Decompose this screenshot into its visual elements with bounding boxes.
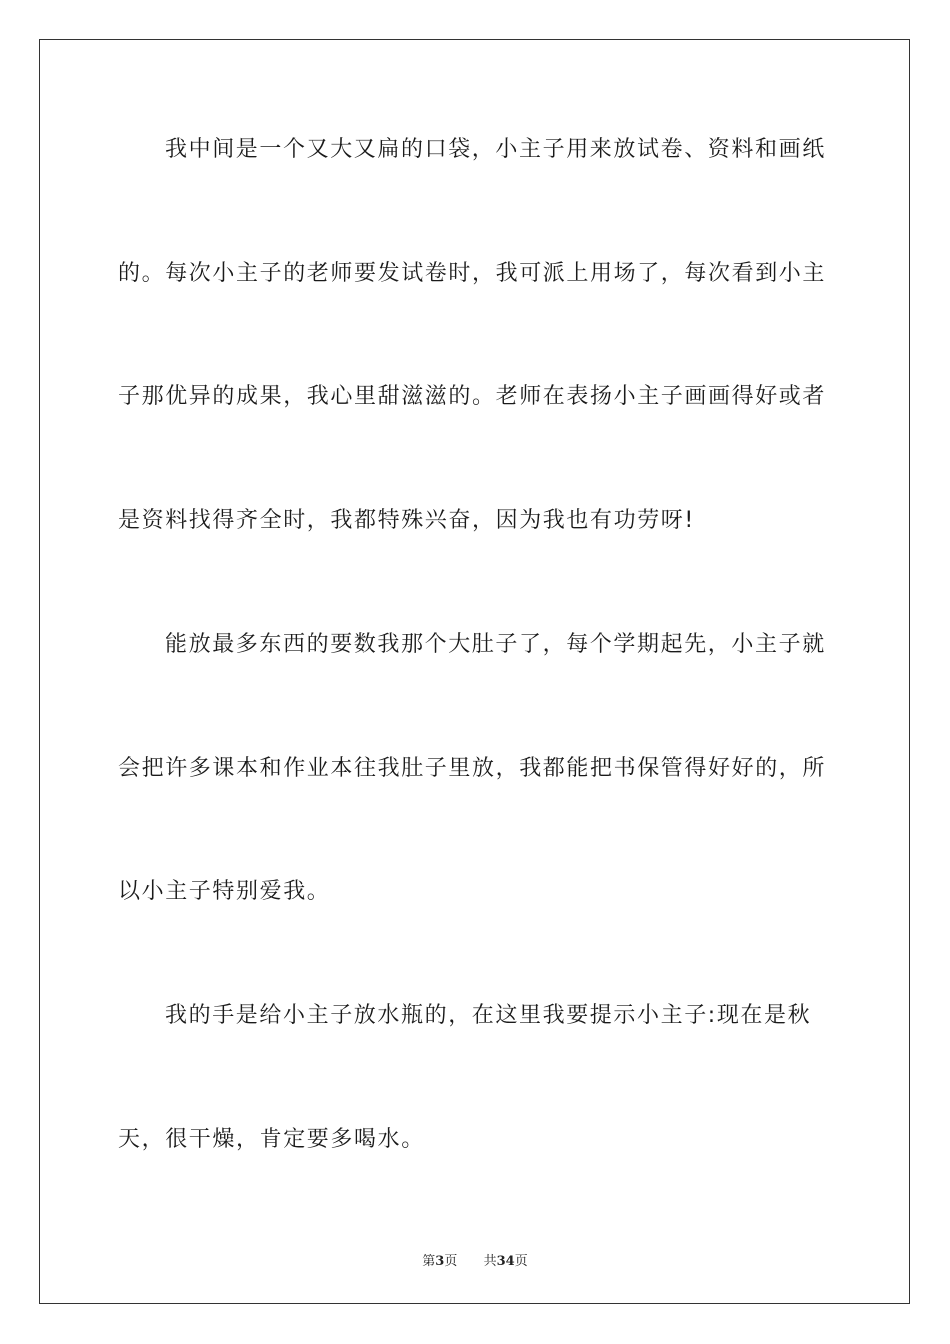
- page-footer: [0, 1250, 950, 1269]
- total-prefix: 共: [483, 1254, 497, 1269]
- page-number: 3: [435, 1254, 445, 1269]
- paragraph-3-line-2: 天，很干燥，肯定要多喝水。: [118, 1127, 425, 1152]
- page-suffix: 页: [444, 1254, 458, 1269]
- paragraph-1-line-2: 的。每次小主子的老师要发试卷时，我可派上用场了，每次看到小主: [118, 261, 827, 286]
- paragraph-2-line-2: 会把许多课本和作业本往我肚子里放，我都能把书保管得好好的，所: [118, 756, 827, 781]
- paragraph-3-line-1: 我的手是给小主子放水瓶的，在这里我要提示小主子:现在是秋: [165, 1003, 812, 1028]
- total-pages: 34: [496, 1254, 515, 1269]
- page-prefix: 第: [422, 1254, 436, 1269]
- paragraph-1-line-1: 我中间是一个又大又扁的口袋，小主子用来放试卷、资料和画纸: [165, 137, 826, 162]
- paragraph-2-line-3: 以小主子特别爱我。: [118, 879, 331, 904]
- paragraph-1-line-3: 子那优异的成果，我心里甜滋滋的。老师在表扬小主子画画得好或者: [118, 384, 827, 409]
- total-suffix: 页: [514, 1254, 528, 1269]
- page-border: [39, 39, 910, 1304]
- paragraph-2-line-1: 能放最多东西的要数我那个大肚子了，每个学期起先，小主子就: [165, 632, 826, 657]
- paragraph-1-line-4: 是资料找得齐全时，我都特殊兴奋，因为我也有功劳呀!: [118, 508, 695, 533]
